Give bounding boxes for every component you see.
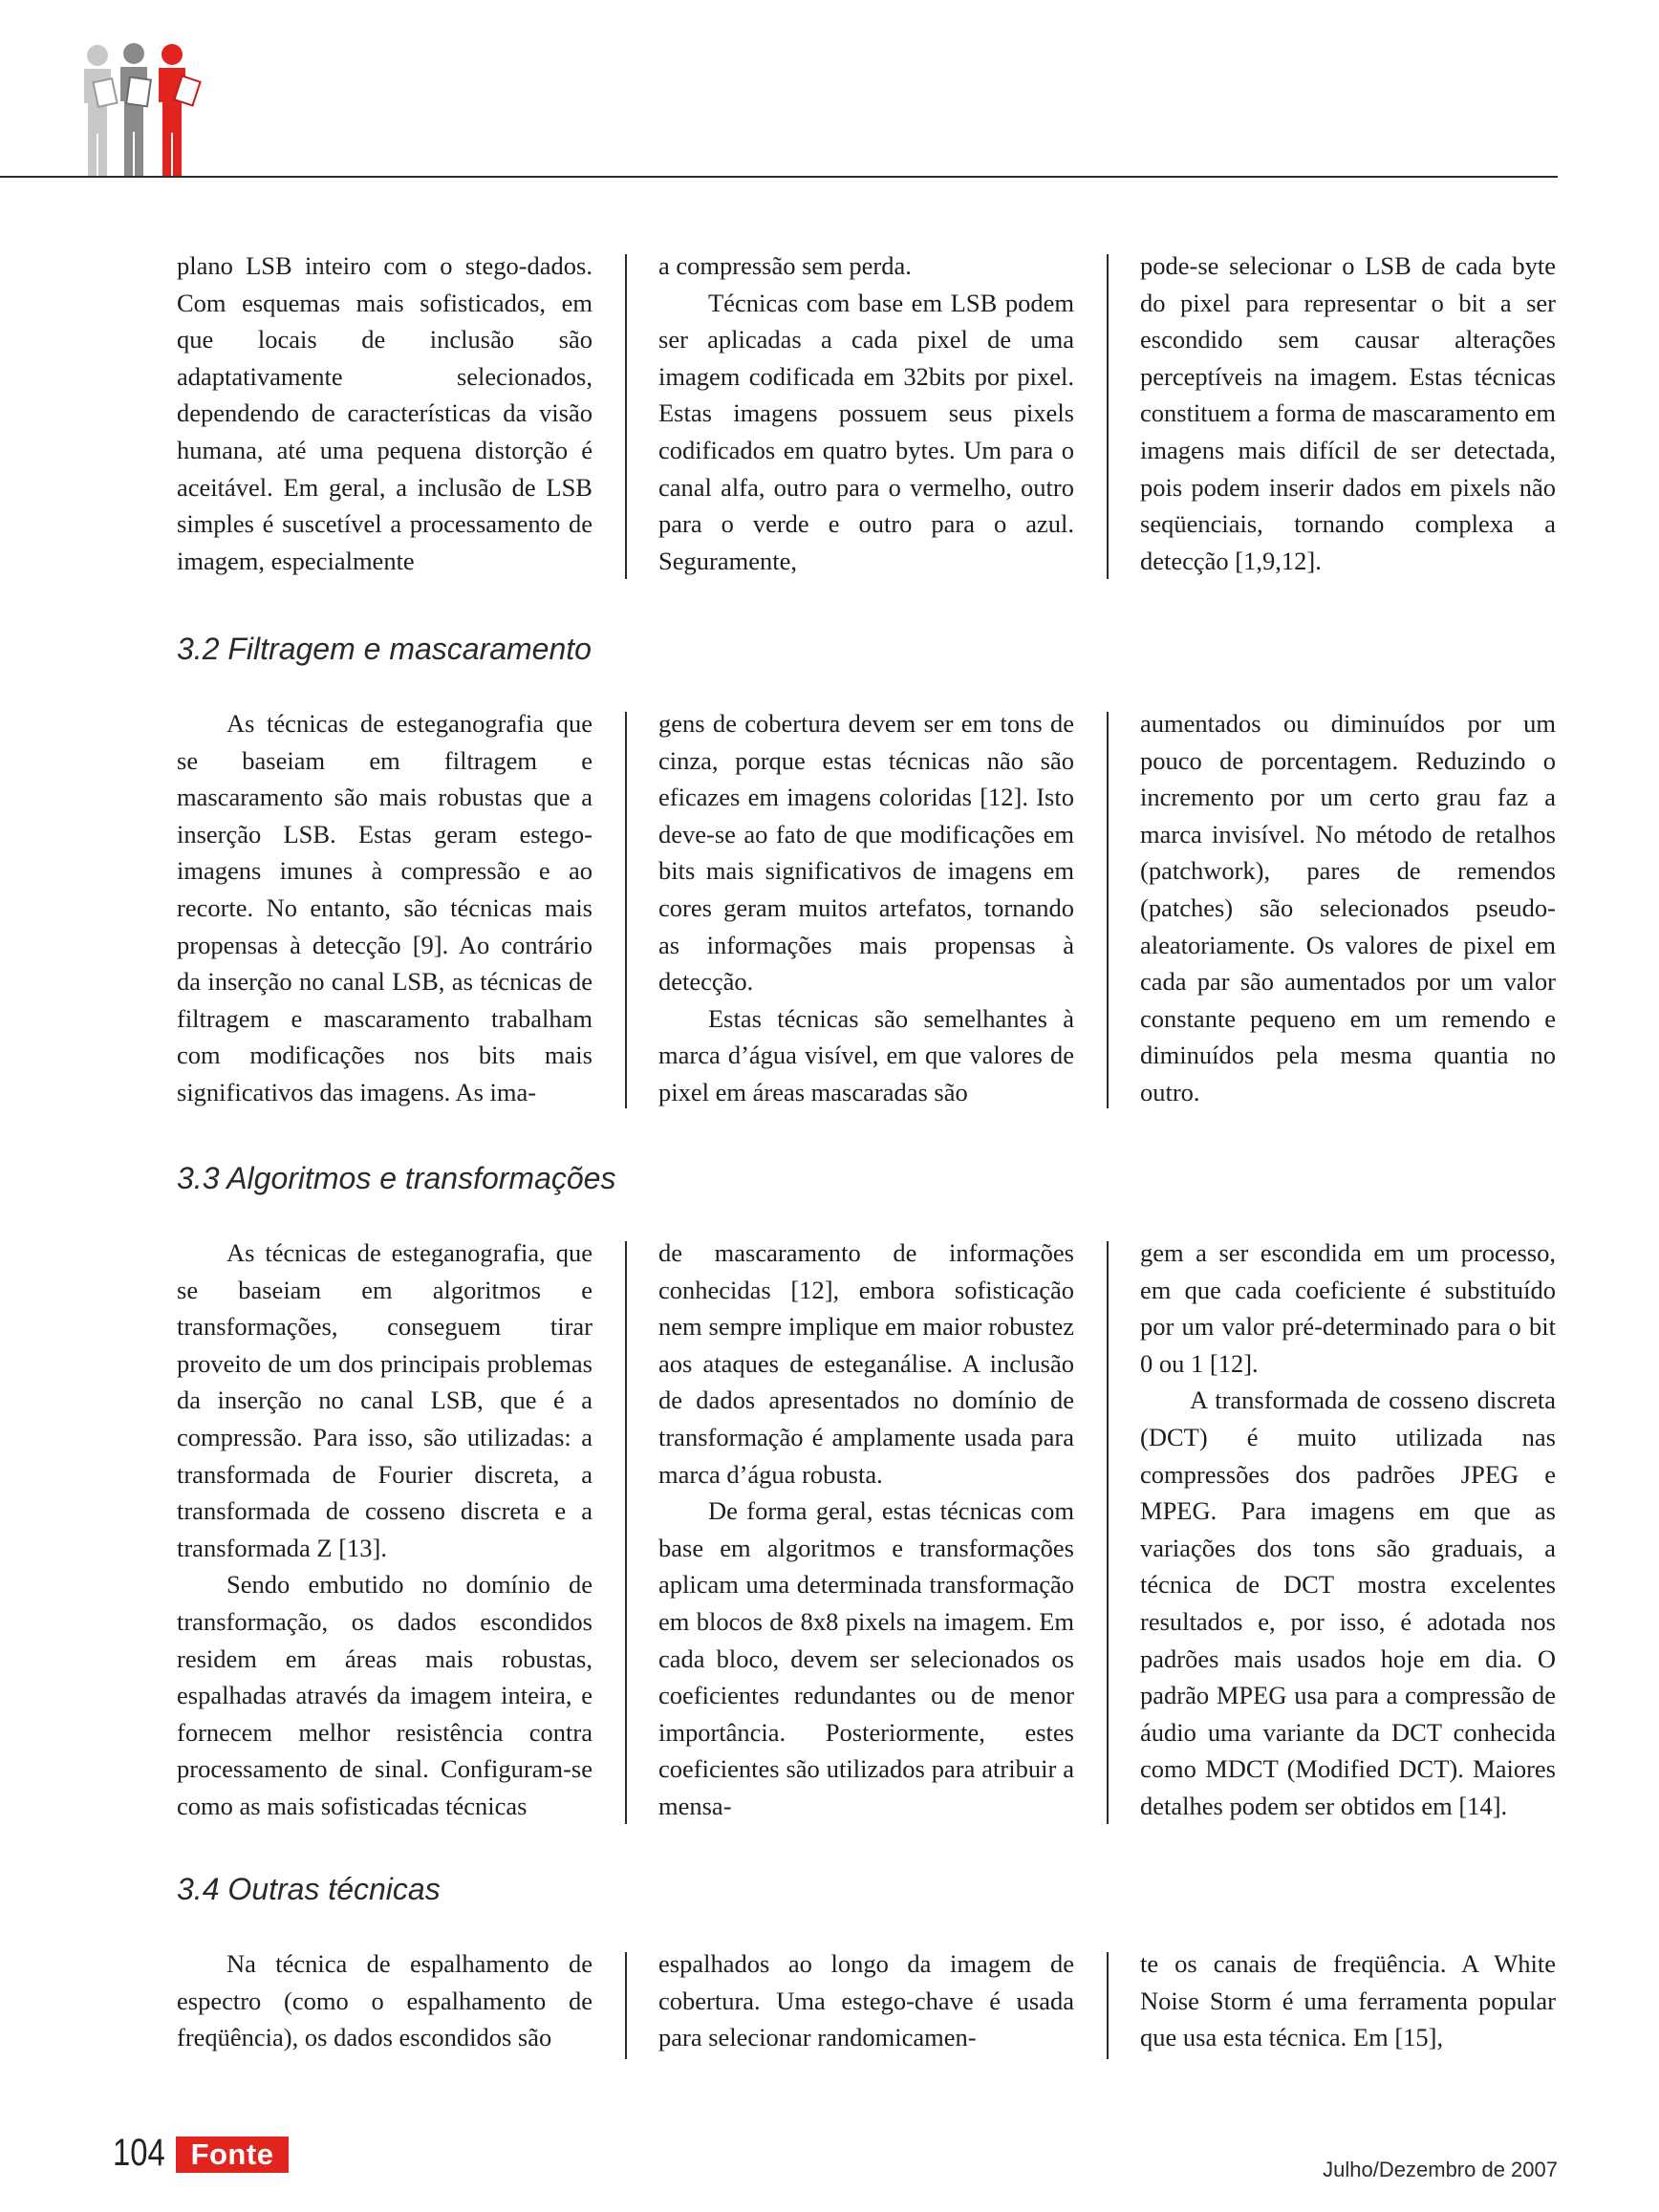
section-4-column-1 <box>177 1945 592 2056</box>
paragraph: de mascaramento de informações conhecidas [12], embora sofisticação nem sempre implique em maior robustez aos ataques de esteganálise. A inclusão de dados apresentados no domínio de transformação é amplamente usada para marca d’água robusta. <box>658 1238 1074 1489</box>
paragraph: Técnicas com base em LSB podem ser aplicadas a cada pixel de uma imagem codificada em 32bits por pixel. Estas imagens possuem seus pixels codificados em quatro bytes. Um para o canal alfa, outro para o vermelho, outro para o verde e outro para o azul. Seguramente, <box>658 288 1074 575</box>
column-divider <box>625 254 627 579</box>
paragraph: As técnicas de esteganografia, que se baseiam em algoritmos e transformações, conseguem tirar proveito de um dos principais problemas da inserção no canal LSB, que é a compressão. Para isso, são utilizadas: a transformada de Fourier discreta, a transformada de cosseno discreta e a transformada Z [13]. <box>177 1238 592 1562</box>
paragraph: te os canais de freqüência. A White Noise Storm é uma ferramenta popular que usa esta técnica. Em [15], <box>1140 1949 1556 2052</box>
section-1-column-1 <box>177 247 592 579</box>
column-divider <box>1107 712 1109 1108</box>
section-heading-3-2: 3.2 Filtragem e mascaramento <box>177 632 592 666</box>
paragraph: gem a ser escondida em um processo, em que cada coeficiente é substituído por um valor pré-determinado para o bit 0 ou 1 [12]. <box>1140 1238 1556 1378</box>
paragraph: espalhados ao longo da imagem de cobertura. Uma estego-chave é usada para selecionar randomicamen- <box>658 1949 1074 2052</box>
section-2-column-2 <box>658 705 1074 1111</box>
section-4-column-2 <box>658 1945 1074 2056</box>
column-divider <box>625 712 627 1108</box>
paragraph: De forma geral, estas técnicas com base em algoritmos e transformações aplicam uma determinada transformação em blocos de 8x8 pixels na imagem. Em cada bloco, devem ser selecionados os coeficientes redundantes ou de menor importância. Posteriormente, estes coeficientes são utilizados para atribuir a mensa- <box>658 1496 1074 1820</box>
section-heading-3-3: 3.3 Algoritmos e transformações <box>177 1161 616 1195</box>
paragraph: plano LSB inteiro com o stego-dados. Com esquemas mais sofisticados, em que locais de inclusão são adaptativamente selecionados, dependendo de características da visão humana, até uma pequena distorção é aceitável. Em geral, a inclusão de LSB simples é suscetível a processamento de imagem, especialmente <box>177 251 592 575</box>
paragraph: pode-se selecionar o LSB de cada byte do pixel para representar o bit a ser escondido sem causar alterações perceptíveis na imagem. Estas técnicas constituem a forma de mascaramento em imagens mais difícil de ser detectada, pois podem inserir dados em pixels não seqüenciais, tornando complexa a detecção [1,9,12]. <box>1140 251 1556 575</box>
column-divider <box>625 1241 627 1824</box>
section-4-column-3 <box>1140 1945 1556 2056</box>
page-number: 104 <box>113 2132 165 2174</box>
column-divider <box>1107 1241 1109 1824</box>
column-divider <box>625 1952 627 2059</box>
paragraph: Na técnica de espalhamento de espectro (como o espalhamento de freqüência), os dados escondidos são <box>177 1949 592 2052</box>
paragraph: gens de cobertura devem ser em tons de cinza, porque estas técnicas não são eficazes em imagens coloridas [12]. Isto deve-se ao fato de que modificações em bits mais significativos de imagens em cores geram muitos artefatos, tornando as informações mais propensas à detecção. <box>658 709 1074 997</box>
section-3-column-3 <box>1140 1235 1556 1825</box>
three-people-figures-icon <box>78 42 212 180</box>
section-3-column-1 <box>177 1235 592 1825</box>
brand-logo: Fonte <box>176 2137 289 2173</box>
section-heading-3-4: 3.4 Outras técnicas <box>177 1872 441 1906</box>
paragraph: Sendo embutido no domínio de transformação, os dados escondidos residem em áreas mais robustas, espalhadas através da imagem inteira, e fornecem melhor resistência contra processamento de sinal. Configuram-se como as mais sofisticadas técnicas <box>177 1570 592 1820</box>
issue-date: Julho/Dezembro de 2007 <box>1323 2158 1558 2181</box>
header-rule <box>0 176 1558 178</box>
section-3-column-2 <box>658 1235 1074 1825</box>
paragraph: As técnicas de esteganografia que se baseiam em filtragem e mascaramento são mais robustas que a inserção LSB. Estas geram estego-imagens imunes à compressão e ao recorte. No entanto, são técnicas mais propensas à detecção [9]. Ao contrário da inserção no canal LSB, as técnicas de filtragem e mascaramento trabalham com modificações nos bits mais significativos das imagens. As ima- <box>177 709 592 1106</box>
paragraph: A transformada de cosseno discreta (DCT) é muito utilizada nas compressões dos padrões JPEG e MPEG. Para imagens em que as variações dos tons são graduais, a técnica de DCT mostra excelentes resultados e, por isso, é adotada nos padrões mais usados hoje em dia. O padrão MPEG usa para a compressão de áudio uma variante da DCT conhecida como MDCT (Modified DCT). Maiores detalhes podem ser obtidos em [14]. <box>1140 1385 1556 1820</box>
column-divider <box>1107 1952 1109 2059</box>
paragraph: Estas técnicas são semelhantes à marca d’água visível, em que valores de pixel em áreas mascaradas são <box>658 1003 1074 1106</box>
section-1-column-3 <box>1140 247 1556 579</box>
section-2-column-3 <box>1140 705 1556 1111</box>
section-2-column-1 <box>177 705 592 1111</box>
column-divider <box>1107 254 1109 579</box>
section-1-column-2 <box>658 247 1074 579</box>
paragraph: aumentados ou diminuídos por um pouco de porcentagem. Reduzindo o incremento por um certo grau faz a marca invisível. No método de retalhos (patchwork), pares de remendos (patches) são selecionados pseudo-aleatoriamente. Os valores de pixel em cada par são aumentados por um valor constante pequeno em um remendo e diminuídos pela mesma quantia no outro. <box>1140 709 1556 1106</box>
paragraph: a compressão sem perda. <box>658 251 912 280</box>
